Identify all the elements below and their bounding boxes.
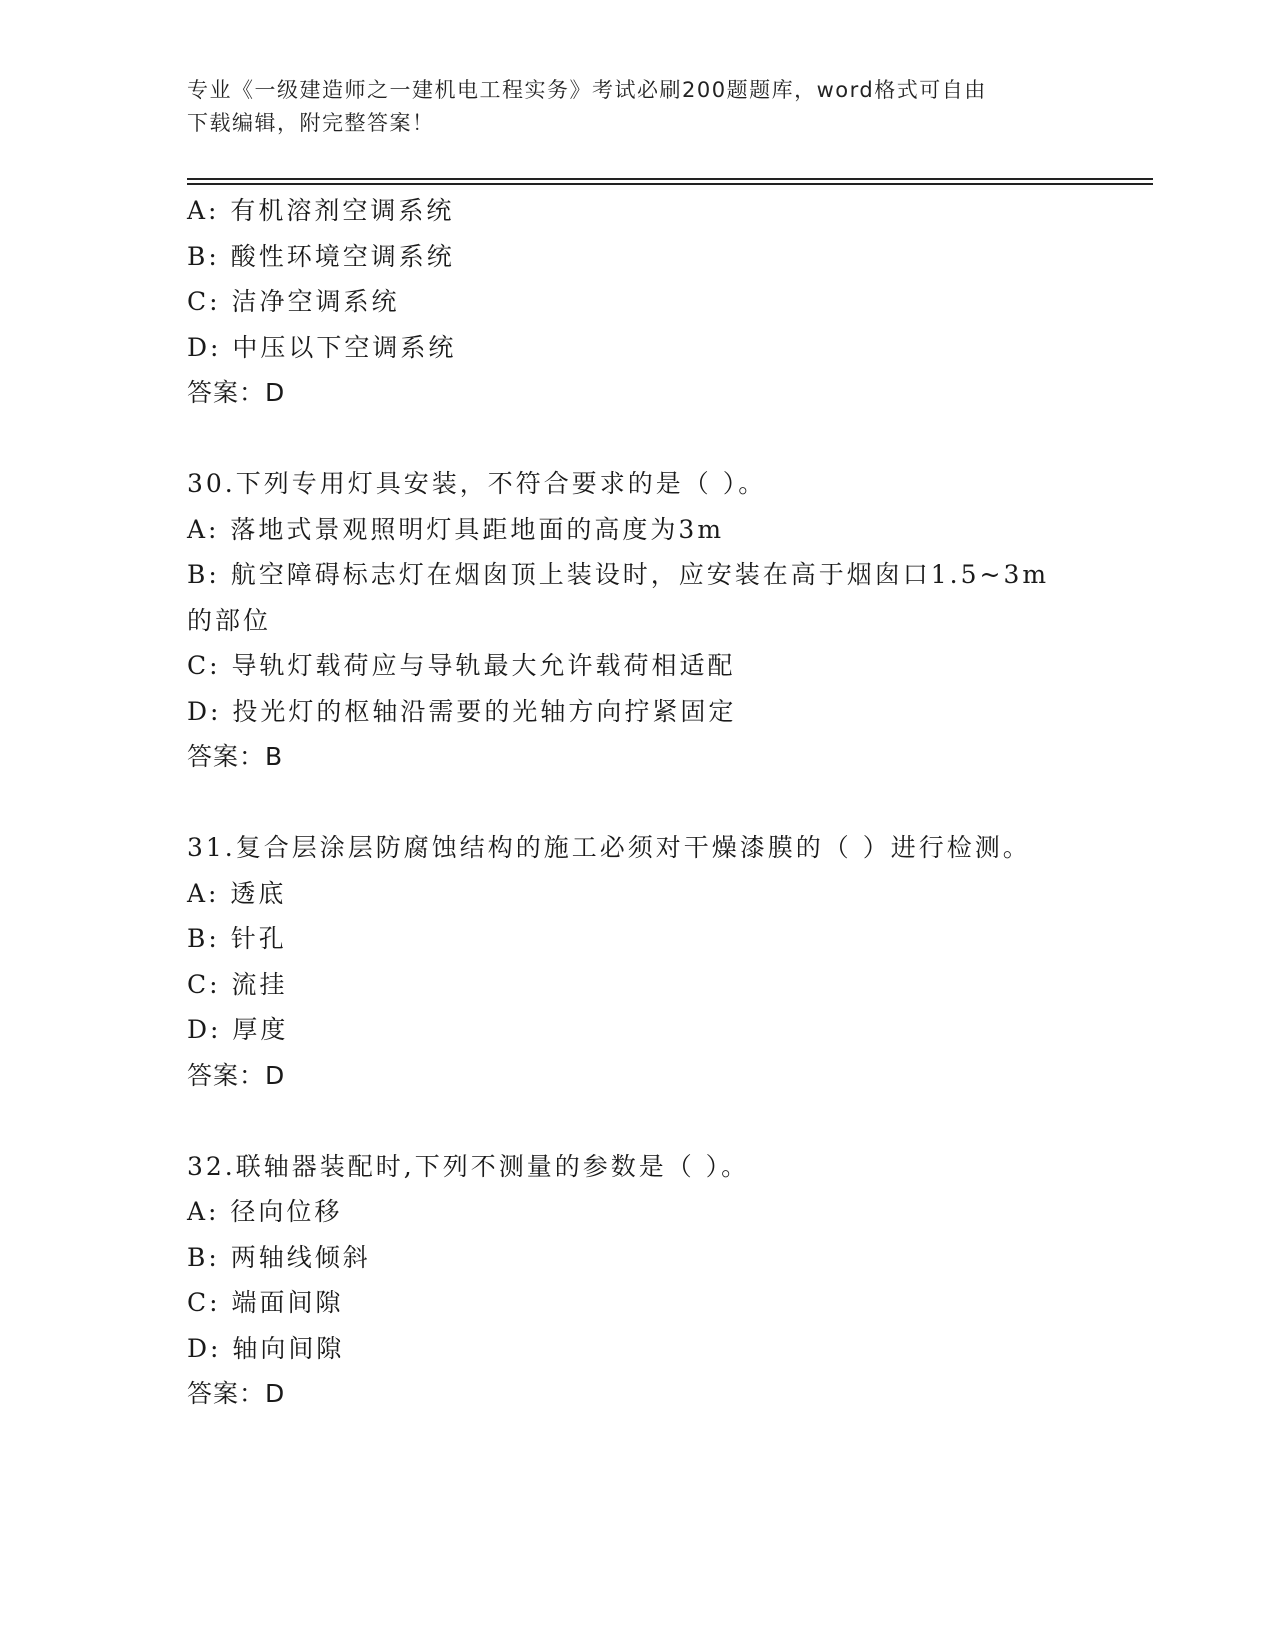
question-30-block: [187, 461, 1087, 780]
option-c: C: 导轨灯载荷应与导轨最大允许载荷相适配: [187, 651, 736, 680]
header-divider-bottom: [187, 183, 1153, 185]
question-31-block: [187, 825, 1087, 1098]
option-d: D: 轴向间隙: [187, 1333, 345, 1363]
option-d: D: 厚度: [187, 1015, 289, 1044]
option-d: D: 投光灯的枢轴沿需要的光轴方向拧紧固定: [187, 696, 737, 726]
option-b: B: 两轴线倾斜: [187, 1242, 371, 1272]
header-line-1: 专业《一级建造师之一建机电工程实务》考试必刷200题题库，word格式可自由: [187, 78, 987, 102]
option-a: A: 落地式景观照明灯具距地面的高度为3m: [187, 514, 725, 544]
question-32-block: [187, 1144, 1087, 1417]
option-d: D: 中压以下空调系统: [187, 332, 457, 362]
header-line-2: 下载编辑，附完整答案！: [187, 111, 435, 135]
option-a: A: 透底: [187, 878, 287, 908]
option-b-line-2: 的部位: [187, 605, 272, 635]
option-c: C: 洁净空调系统: [187, 287, 400, 316]
option-b: B: 酸性环境空调系统: [187, 241, 455, 271]
answer-line: 答案：D: [187, 378, 286, 407]
document-header: [187, 74, 1087, 140]
spacer: [187, 1098, 1087, 1144]
question-29-block: [187, 188, 1087, 416]
option-a: A: 有机溶剂空调系统: [187, 196, 455, 225]
answer-line: 答案：D: [187, 1379, 286, 1408]
spacer: [187, 780, 1087, 826]
question-text: 32.联轴器装配时,下列不测量的参数是（ ）。: [187, 1151, 750, 1181]
option-b-line-1: B: 航空障碍标志灯在烟囱顶上装设时，应安装在高于烟囱口1.5~3m: [187, 560, 1050, 589]
option-a: A: 径向位移: [187, 1197, 343, 1226]
question-text: 30.下列专用灯具安装，不符合要求的是（ ）。: [187, 469, 767, 498]
answer-line: 答案：B: [187, 742, 284, 771]
spacer: [187, 416, 1087, 462]
header-divider-top: [187, 178, 1153, 180]
option-b: B: 针孔: [187, 924, 287, 953]
question-content: [187, 188, 1087, 1417]
option-c: C: 端面间隙: [187, 1288, 344, 1317]
question-text: 31.复合层涂层防腐蚀结构的施工必须对干燥漆膜的（ ）进行检测。: [187, 833, 1031, 862]
answer-line: 答案：D: [187, 1060, 286, 1090]
option-c: C: 流挂: [187, 969, 288, 999]
